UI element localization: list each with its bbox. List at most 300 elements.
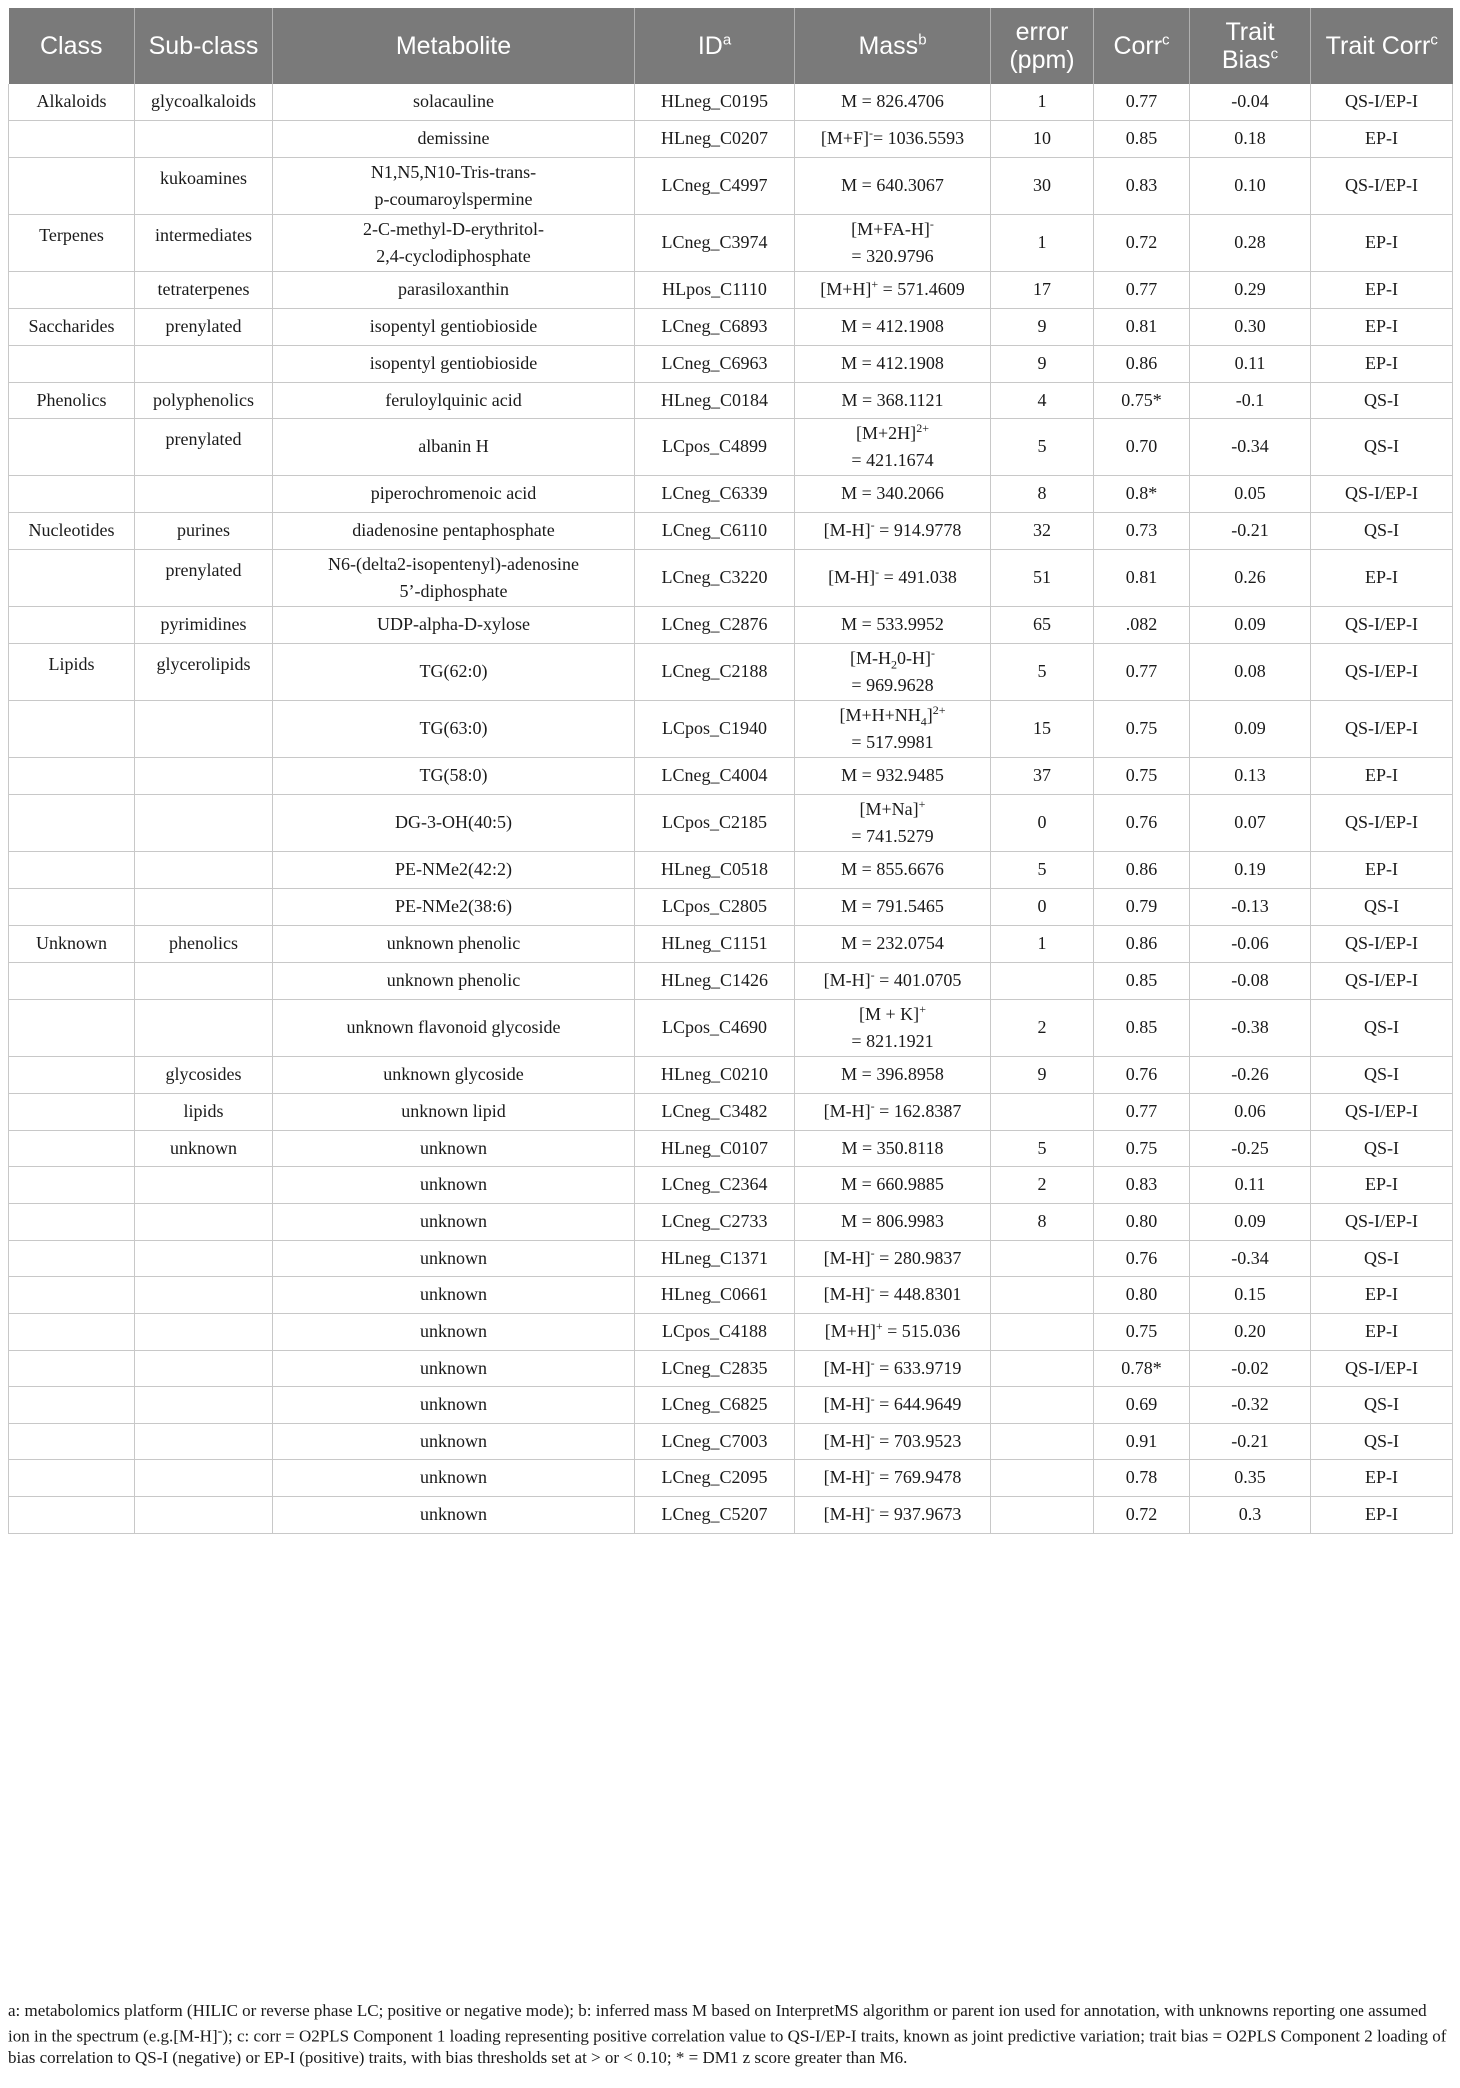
cell-error: 1: [991, 214, 1094, 271]
cell-mass: [M + K]+ = 821.1921: [795, 999, 991, 1056]
cell-metabolite: albanin H: [273, 418, 635, 475]
cell-id: LCneg_C6893: [635, 308, 795, 345]
cell-error: 10: [991, 120, 1094, 157]
cell-error: 8: [991, 475, 1094, 512]
cell-subclass: [135, 851, 273, 888]
cell-trait: QS-I/EP-I: [1311, 84, 1453, 120]
table-row: [9, 606, 1453, 643]
cell-mass: $[M-H_20-H]^-$ = 969.9628: [795, 643, 991, 700]
cell-class: [9, 157, 135, 214]
cell-subclass: [135, 120, 273, 157]
cell-trait: EP-I: [1311, 271, 1453, 308]
cell-subclass: [135, 757, 273, 794]
cell-trait: QS-I/EP-I: [1311, 643, 1453, 700]
table-footnote: a: metabolomics platform (HILIC or reverse phase LC; positive or negative mode); b: inferred mass M based on InterpretMS algorithm or parent ion used for annotation, with unknowns reporting one assumed ion in the spectrum (e.g.[M-H]-); c: corr = O2PLS Component 1 loading representing positive correlation value to QS-I/EP-I traits, known as joint predictive variation; trait bias = O2PLS Component 2 loading of bias correlation to QS-I (negative) or EP-I (positive) traits, with bias thresholds set at > or < 0.10; * = DM1 z score greater than M6.: [8, 2001, 1447, 2067]
cell-corr: 0.76: [1094, 1240, 1190, 1276]
cell-subclass: unknown: [135, 1130, 273, 1166]
cell-bias: 0.13: [1190, 757, 1311, 794]
table-row: [9, 1313, 1453, 1350]
cell-corr: 0.85: [1094, 120, 1190, 157]
cell-corr: 0.77: [1094, 84, 1190, 120]
cell-mass: [M+H]+ = 515.036: [795, 1313, 991, 1350]
cell-metabolite: TG(62:0): [273, 643, 635, 700]
table-row: [9, 1130, 1453, 1166]
cell-mass: M = 340.2066: [795, 475, 991, 512]
cell-corr: 0.75: [1094, 1130, 1190, 1166]
cell-error: 32: [991, 512, 1094, 549]
cell-mass: [M-H]- = 644.9649: [795, 1386, 991, 1423]
cell-error: 2: [991, 1166, 1094, 1203]
cell-error: 17: [991, 271, 1094, 308]
table-row: [9, 888, 1453, 925]
cell-trait: QS-I: [1311, 1423, 1453, 1459]
cell-subclass: prenylated: [135, 418, 273, 475]
cell-class: Saccharides: [9, 308, 135, 345]
cell-error: [991, 1459, 1094, 1496]
cell-id: LCpos_C1940: [635, 700, 795, 757]
cell-bias: 0.20: [1190, 1313, 1311, 1350]
cell-corr: 0.81: [1094, 549, 1190, 606]
cell-mass: $[M+H+NH_4]^{2+}$ = 517.9981: [795, 700, 991, 757]
cell-subclass: [135, 999, 273, 1056]
cell-subclass: [135, 888, 273, 925]
cell-error: 5: [991, 1130, 1094, 1166]
cell-error: 4: [991, 382, 1094, 418]
cell-bias: -0.08: [1190, 962, 1311, 999]
cell-trait: EP-I: [1311, 1166, 1453, 1203]
cell-mass: M = 791.5465: [795, 888, 991, 925]
cell-subclass: tetraterpenes: [135, 271, 273, 308]
cell-subclass: polyphenolics: [135, 382, 273, 418]
cell-mass: [M+Na]+ = 741.5279: [795, 794, 991, 851]
cell-bias: 0.09: [1190, 606, 1311, 643]
table-row: [9, 84, 1453, 120]
cell-subclass: lipids: [135, 1093, 273, 1130]
cell-class: [9, 1313, 135, 1350]
cell-mass: [M-H]- = 162.8387: [795, 1093, 991, 1130]
cell-id: LCneg_C3482: [635, 1093, 795, 1130]
cell-id: LCneg_C4004: [635, 757, 795, 794]
cell-metabolite: N1,N5,N10-Tris-trans- p-coumaroylspermine: [273, 157, 635, 214]
table-body: [9, 84, 1453, 1533]
table-row: [9, 1423, 1453, 1459]
cell-id: LCpos_C4188: [635, 1313, 795, 1350]
cell-metabolite: 2-C-methyl-D-erythritol- 2,4-cyclodiphosphate: [273, 214, 635, 271]
cell-subclass: purines: [135, 512, 273, 549]
cell-id: LCneg_C2733: [635, 1203, 795, 1240]
cell-corr: 0.76: [1094, 1056, 1190, 1093]
cell-mass: [M-H]- = 280.9837: [795, 1240, 991, 1276]
cell-bias: 0.09: [1190, 1203, 1311, 1240]
cell-bias: -0.38: [1190, 999, 1311, 1056]
cell-error: 5: [991, 851, 1094, 888]
cell-metabolite: isopentyl gentiobioside: [273, 308, 635, 345]
cell-corr: 0.75*: [1094, 382, 1190, 418]
cell-class: Terpenes: [9, 214, 135, 271]
cell-bias: 0.19: [1190, 851, 1311, 888]
cell-corr: 0.86: [1094, 851, 1190, 888]
cell-mass: [M-H]- = 401.0705: [795, 962, 991, 999]
cell-class: [9, 1386, 135, 1423]
cell-bias: -0.25: [1190, 1130, 1311, 1166]
table-row: [9, 700, 1453, 757]
cell-error: 8: [991, 1203, 1094, 1240]
cell-metabolite: unknown: [273, 1386, 635, 1423]
cell-mass: [M-H]- = 937.9673: [795, 1496, 991, 1533]
cell-id: LCneg_C6825: [635, 1386, 795, 1423]
cell-corr: 0.76: [1094, 794, 1190, 851]
cell-trait: QS-I: [1311, 1386, 1453, 1423]
cell-error: [991, 1496, 1094, 1533]
cell-bias: 0.10: [1190, 157, 1311, 214]
cell-metabolite: unknown: [273, 1459, 635, 1496]
cell-error: 9: [991, 1056, 1094, 1093]
header-cell: Class: [9, 8, 135, 84]
cell-mass: [M-H]- = 914.9778: [795, 512, 991, 549]
cell-class: [9, 1350, 135, 1386]
cell-bias: -0.04: [1190, 84, 1311, 120]
table-row: [9, 1350, 1453, 1386]
cell-class: [9, 1203, 135, 1240]
cell-bias: 0.05: [1190, 475, 1311, 512]
table-row: [9, 308, 1453, 345]
cell-subclass: [135, 1313, 273, 1350]
cell-class: Nucleotides: [9, 512, 135, 549]
cell-subclass: [135, 1203, 273, 1240]
cell-trait: EP-I: [1311, 1276, 1453, 1313]
cell-id: HLneg_C0661: [635, 1276, 795, 1313]
cell-subclass: glycerolipids: [135, 643, 273, 700]
cell-class: Unknown: [9, 925, 135, 962]
cell-class: [9, 1276, 135, 1313]
table-row: [9, 851, 1453, 888]
cell-metabolite: unknown: [273, 1240, 635, 1276]
cell-metabolite: unknown phenolic: [273, 962, 635, 999]
cell-bias: -0.21: [1190, 1423, 1311, 1459]
cell-corr: 0.86: [1094, 345, 1190, 382]
table-row: [9, 1276, 1453, 1313]
cell-trait: QS-I: [1311, 999, 1453, 1056]
cell-bias: 0.06: [1190, 1093, 1311, 1130]
cell-mass: [M+F]-= 1036.5593: [795, 120, 991, 157]
header-row: [9, 8, 1453, 84]
cell-metabolite: unknown glycoside: [273, 1056, 635, 1093]
cell-mass: [M+H]+ = 571.4609: [795, 271, 991, 308]
cell-id: LCneg_C2835: [635, 1350, 795, 1386]
cell-bias: 0.3: [1190, 1496, 1311, 1533]
cell-error: 37: [991, 757, 1094, 794]
cell-corr: 0.80: [1094, 1276, 1190, 1313]
cell-error: [991, 1313, 1094, 1350]
header-cell: Trait Bias$^c$: [1190, 8, 1311, 84]
cell-class: [9, 700, 135, 757]
cell-corr: 0.83: [1094, 1166, 1190, 1203]
cell-corr: 0.77: [1094, 1093, 1190, 1130]
cell-class: [9, 606, 135, 643]
cell-class: [9, 418, 135, 475]
cell-corr: 0.77: [1094, 643, 1190, 700]
cell-trait: QS-I/EP-I: [1311, 475, 1453, 512]
table-row: [9, 475, 1453, 512]
cell-subclass: intermediates: [135, 214, 273, 271]
cell-error: [991, 962, 1094, 999]
cell-error: [991, 1386, 1094, 1423]
cell-metabolite: unknown: [273, 1276, 635, 1313]
cell-class: [9, 120, 135, 157]
cell-trait: QS-I: [1311, 418, 1453, 475]
cell-id: HLneg_C1426: [635, 962, 795, 999]
cell-bias: -0.32: [1190, 1386, 1311, 1423]
table-row: [9, 382, 1453, 418]
cell-corr: 0.83: [1094, 157, 1190, 214]
cell-id: LCneg_C6963: [635, 345, 795, 382]
cell-corr: 0.80: [1094, 1203, 1190, 1240]
cell-corr: 0.86: [1094, 925, 1190, 962]
cell-subclass: [135, 1166, 273, 1203]
header-cell: $ID^a$: [635, 8, 795, 84]
cell-subclass: prenylated: [135, 308, 273, 345]
cell-metabolite: unknown: [273, 1203, 635, 1240]
cell-class: [9, 549, 135, 606]
cell-id: LCneg_C2188: [635, 643, 795, 700]
cell-mass: M = 826.4706: [795, 84, 991, 120]
cell-bias: -0.13: [1190, 888, 1311, 925]
cell-trait: EP-I: [1311, 120, 1453, 157]
cell-trait: EP-I: [1311, 345, 1453, 382]
cell-bias: -0.34: [1190, 1240, 1311, 1276]
table-row: [9, 1496, 1453, 1533]
cell-metabolite: TG(58:0): [273, 757, 635, 794]
table-row: [9, 925, 1453, 962]
cell-subclass: phenolics: [135, 925, 273, 962]
cell-subclass: glycoalkaloids: [135, 84, 273, 120]
cell-trait: QS-I: [1311, 512, 1453, 549]
table-row: [9, 962, 1453, 999]
cell-corr: 0.78*: [1094, 1350, 1190, 1386]
cell-corr: 0.85: [1094, 999, 1190, 1056]
cell-corr: 0.72: [1094, 1496, 1190, 1533]
cell-id: LCneg_C6339: [635, 475, 795, 512]
cell-bias: 0.30: [1190, 308, 1311, 345]
table-row: [9, 643, 1453, 700]
cell-class: [9, 1056, 135, 1093]
cell-mass: [M-H]- = 491.038: [795, 549, 991, 606]
header-cell: Sub-class: [135, 8, 273, 84]
cell-trait: EP-I: [1311, 851, 1453, 888]
cell-metabolite: piperochromenoic acid: [273, 475, 635, 512]
cell-subclass: [135, 1276, 273, 1313]
cell-trait: QS-I/EP-I: [1311, 794, 1453, 851]
header-cell: Metabolite: [273, 8, 635, 84]
cell-metabolite: PE-NMe2(42:2): [273, 851, 635, 888]
cell-id: LCneg_C6110: [635, 512, 795, 549]
cell-mass: M = 660.9885: [795, 1166, 991, 1203]
table-row: [9, 999, 1453, 1056]
cell-error: 0: [991, 794, 1094, 851]
cell-error: 0: [991, 888, 1094, 925]
table-row: [9, 1056, 1453, 1093]
cell-id: LCpos_C2805: [635, 888, 795, 925]
cell-subclass: pyrimidines: [135, 606, 273, 643]
cell-id: HLneg_C0195: [635, 84, 795, 120]
cell-bias: 0.08: [1190, 643, 1311, 700]
cell-class: [9, 962, 135, 999]
cell-mass: M = 412.1908: [795, 345, 991, 382]
cell-id: HLneg_C1371: [635, 1240, 795, 1276]
cell-class: Lipids: [9, 643, 135, 700]
cell-error: [991, 1423, 1094, 1459]
cell-id: LCneg_C2876: [635, 606, 795, 643]
cell-class: [9, 271, 135, 308]
cell-class: [9, 794, 135, 851]
cell-metabolite: unknown: [273, 1130, 635, 1166]
cell-class: [9, 888, 135, 925]
cell-mass: [M-H]- = 769.9478: [795, 1459, 991, 1496]
cell-error: 9: [991, 308, 1094, 345]
cell-bias: 0.18: [1190, 120, 1311, 157]
cell-class: [9, 1093, 135, 1130]
cell-class: [9, 1240, 135, 1276]
cell-id: HLneg_C1151: [635, 925, 795, 962]
cell-subclass: [135, 1496, 273, 1533]
cell-corr: 0.79: [1094, 888, 1190, 925]
cell-mass: [M-H]- = 633.9719: [795, 1350, 991, 1386]
cell-corr: 0.75: [1094, 757, 1190, 794]
cell-error: 5: [991, 418, 1094, 475]
table-row: [9, 1240, 1453, 1276]
cell-mass: [M+FA-H]- = 320.9796: [795, 214, 991, 271]
table-row: [9, 271, 1453, 308]
cell-trait: QS-I/EP-I: [1311, 925, 1453, 962]
cell-mass: M = 396.8958: [795, 1056, 991, 1093]
cell-corr: 0.72: [1094, 214, 1190, 271]
table-row: [9, 345, 1453, 382]
cell-id: LCpos_C2185: [635, 794, 795, 851]
cell-subclass: kukoamines: [135, 157, 273, 214]
cell-corr: 0.8*: [1094, 475, 1190, 512]
table-row: [9, 157, 1453, 214]
cell-mass: M = 368.1121: [795, 382, 991, 418]
table-row: [9, 1166, 1453, 1203]
cell-metabolite: unknown: [273, 1166, 635, 1203]
cell-trait: EP-I: [1311, 1496, 1453, 1533]
cell-trait: EP-I: [1311, 1313, 1453, 1350]
cell-mass: M = 806.9983: [795, 1203, 991, 1240]
table-row: [9, 794, 1453, 851]
cell-id: HLpos_C1110: [635, 271, 795, 308]
table-row: [9, 418, 1453, 475]
header-cell: Trait Corr$^c$: [1311, 8, 1453, 84]
cell-bias: 0.29: [1190, 271, 1311, 308]
cell-subclass: [135, 1350, 273, 1386]
cell-error: 1: [991, 84, 1094, 120]
cell-metabolite: PE-NMe2(38:6): [273, 888, 635, 925]
cell-trait: EP-I: [1311, 757, 1453, 794]
cell-class: [9, 1130, 135, 1166]
cell-trait: QS-I/EP-I: [1311, 1203, 1453, 1240]
cell-metabolite: UDP-alpha-D-xylose: [273, 606, 635, 643]
table-row: [9, 549, 1453, 606]
header-cell: Corr$^c$: [1094, 8, 1190, 84]
cell-mass: [M-H]- = 448.8301: [795, 1276, 991, 1313]
cell-class: [9, 1459, 135, 1496]
cell-id: LCneg_C4997: [635, 157, 795, 214]
cell-trait: QS-I/EP-I: [1311, 157, 1453, 214]
cell-bias: 0.28: [1190, 214, 1311, 271]
cell-error: [991, 1093, 1094, 1130]
cell-trait: QS-I/EP-I: [1311, 1350, 1453, 1386]
cell-corr: 0.70: [1094, 418, 1190, 475]
cell-corr: 0.78: [1094, 1459, 1190, 1496]
cell-trait: QS-I/EP-I: [1311, 1093, 1453, 1130]
cell-error: 9: [991, 345, 1094, 382]
cell-bias: -0.26: [1190, 1056, 1311, 1093]
cell-corr: 0.75: [1094, 700, 1190, 757]
cell-trait: QS-I: [1311, 1130, 1453, 1166]
cell-subclass: prenylated: [135, 549, 273, 606]
cell-bias: -0.02: [1190, 1350, 1311, 1386]
cell-trait: QS-I/EP-I: [1311, 962, 1453, 999]
cell-bias: -0.21: [1190, 512, 1311, 549]
cell-class: [9, 1166, 135, 1203]
cell-error: 30: [991, 157, 1094, 214]
cell-bias: 0.11: [1190, 345, 1311, 382]
cell-trait: QS-I/EP-I: [1311, 606, 1453, 643]
table-row: [9, 757, 1453, 794]
cell-metabolite: isopentyl gentiobioside: [273, 345, 635, 382]
cell-id: HLneg_C0207: [635, 120, 795, 157]
cell-metabolite: N6-(delta2-isopentenyl)-adenosine 5’-diphosphate: [273, 549, 635, 606]
cell-id: LCpos_C4899: [635, 418, 795, 475]
cell-metabolite: diadenosine pentaphosphate: [273, 512, 635, 549]
cell-corr: 0.75: [1094, 1313, 1190, 1350]
cell-trait: EP-I: [1311, 549, 1453, 606]
cell-class: [9, 757, 135, 794]
cell-subclass: [135, 1386, 273, 1423]
cell-metabolite: unknown lipid: [273, 1093, 635, 1130]
cell-error: 2: [991, 999, 1094, 1056]
cell-error: [991, 1276, 1094, 1313]
cell-metabolite: unknown phenolic: [273, 925, 635, 962]
cell-id: LCneg_C3974: [635, 214, 795, 271]
cell-mass: M = 412.1908: [795, 308, 991, 345]
table-row: [9, 512, 1453, 549]
cell-class: [9, 1423, 135, 1459]
cell-corr: 0.81: [1094, 308, 1190, 345]
cell-metabolite: unknown: [273, 1496, 635, 1533]
cell-subclass: [135, 475, 273, 512]
cell-metabolite: TG(63:0): [273, 700, 635, 757]
cell-class: [9, 999, 135, 1056]
cell-corr: 0.85: [1094, 962, 1190, 999]
cell-metabolite: unknown: [273, 1423, 635, 1459]
table-row: [9, 120, 1453, 157]
cell-mass: M = 350.8118: [795, 1130, 991, 1166]
cell-subclass: [135, 345, 273, 382]
cell-corr: 0.91: [1094, 1423, 1190, 1459]
cell-metabolite: solacauline: [273, 84, 635, 120]
cell-class: [9, 345, 135, 382]
cell-mass: M = 232.0754: [795, 925, 991, 962]
cell-metabolite: DG-3-OH(40:5): [273, 794, 635, 851]
cell-corr: 0.73: [1094, 512, 1190, 549]
cell-bias: -0.06: [1190, 925, 1311, 962]
cell-subclass: [135, 1240, 273, 1276]
header-cell: Mass$^b$: [795, 8, 991, 84]
cell-class: Phenolics: [9, 382, 135, 418]
cell-error: 65: [991, 606, 1094, 643]
cell-bias: -0.34: [1190, 418, 1311, 475]
